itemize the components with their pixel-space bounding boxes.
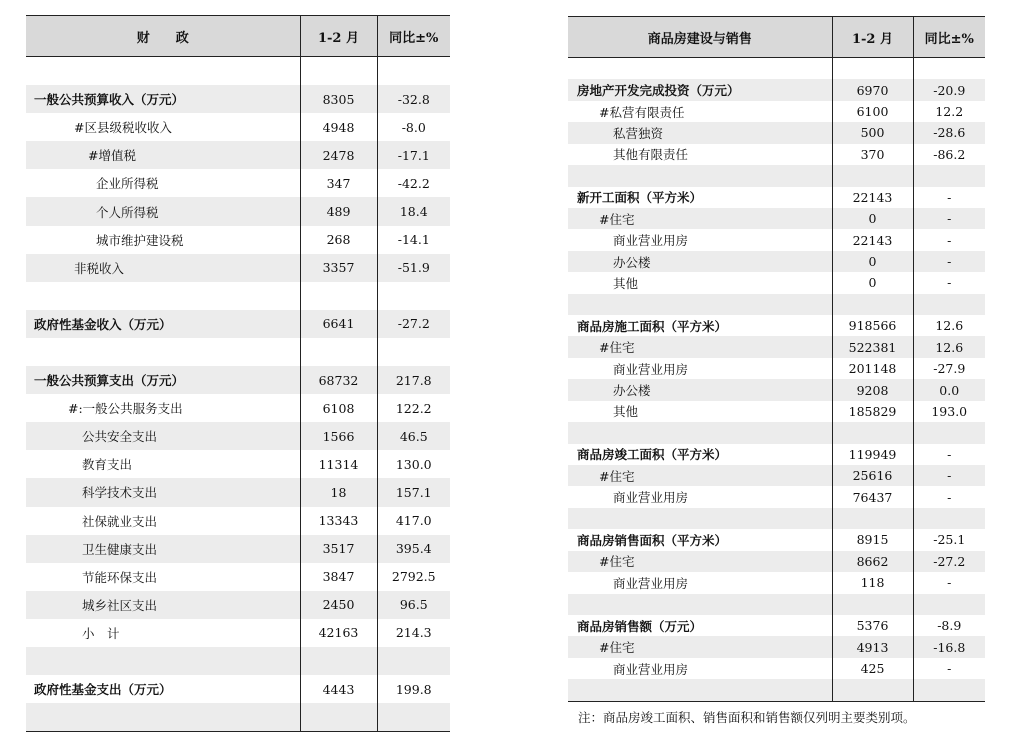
row-value: 18 bbox=[300, 478, 377, 506]
row-label bbox=[568, 594, 832, 615]
row-change: -14.1 bbox=[377, 226, 450, 254]
table-row bbox=[26, 57, 450, 86]
table-row bbox=[568, 358, 985, 379]
row-value: 76437 bbox=[832, 486, 913, 507]
row-value: 0 bbox=[832, 208, 913, 229]
row-value: 8662 bbox=[832, 551, 913, 572]
table-row bbox=[568, 551, 985, 572]
table-row bbox=[568, 401, 985, 422]
row-label: 小 计 bbox=[82, 625, 120, 641]
table-row bbox=[26, 507, 450, 535]
row-value: 370 bbox=[832, 144, 913, 165]
row-value: 8305 bbox=[300, 85, 377, 113]
row-label: 商品房销售面积（平方米） bbox=[577, 532, 728, 548]
row-change bbox=[913, 594, 985, 615]
table-row bbox=[568, 636, 985, 657]
row-label bbox=[568, 422, 832, 443]
row-change: 12.6 bbox=[913, 336, 985, 357]
row-change bbox=[377, 703, 450, 732]
row-value: 9208 bbox=[832, 379, 913, 400]
finance-table-body bbox=[26, 57, 450, 732]
row-label bbox=[26, 703, 300, 732]
row-value: 522381 bbox=[832, 336, 913, 357]
row-label bbox=[568, 294, 832, 315]
row-change: 18.4 bbox=[377, 197, 450, 225]
row-change: -51.9 bbox=[377, 254, 450, 282]
table-row bbox=[26, 310, 450, 338]
table-row bbox=[568, 336, 985, 357]
row-value bbox=[300, 282, 377, 310]
table-row bbox=[568, 444, 985, 465]
table-row bbox=[568, 679, 985, 701]
row-change: 193.0 bbox=[913, 401, 985, 422]
row-value bbox=[300, 57, 377, 86]
row-value bbox=[300, 647, 377, 675]
finance-header-item: 财 政 bbox=[26, 16, 300, 57]
table-row bbox=[568, 122, 985, 143]
row-value: 25616 bbox=[832, 465, 913, 486]
row-value: 185829 bbox=[832, 401, 913, 422]
table-row bbox=[568, 594, 985, 615]
row-value: 22143 bbox=[832, 229, 913, 250]
row-label: 节能环保支出 bbox=[82, 569, 158, 585]
footnote: 注：商品房竣工面积、销售面积和销售额仅列明主要类别项。 bbox=[578, 710, 916, 725]
row-change: - bbox=[913, 229, 985, 250]
table-row bbox=[26, 282, 450, 310]
row-value: 918566 bbox=[832, 315, 913, 336]
row-label: #区县级税收收入 bbox=[74, 120, 172, 136]
row-value: 347 bbox=[300, 169, 377, 197]
table-row bbox=[26, 169, 450, 197]
row-change: 122.2 bbox=[377, 394, 450, 422]
row-value: 3357 bbox=[300, 254, 377, 282]
table-row bbox=[26, 619, 450, 647]
row-change bbox=[913, 58, 985, 80]
row-change: 395.4 bbox=[377, 535, 450, 563]
row-label: 公共安全支出 bbox=[26, 422, 300, 450]
row-value: 4443 bbox=[300, 675, 377, 703]
table-row bbox=[26, 591, 450, 619]
row-change: - bbox=[913, 208, 985, 229]
table-row bbox=[568, 79, 985, 100]
row-label: 其他 bbox=[613, 275, 639, 291]
table-row bbox=[26, 366, 450, 394]
row-label: #增值税 bbox=[26, 141, 300, 169]
table-row bbox=[26, 226, 450, 254]
row-label bbox=[568, 679, 832, 701]
row-value: 42163 bbox=[300, 619, 377, 647]
row-change: 417.0 bbox=[377, 507, 450, 535]
table-row bbox=[568, 294, 985, 315]
table-row bbox=[26, 394, 450, 422]
row-value: 6100 bbox=[832, 101, 913, 122]
row-label bbox=[26, 57, 300, 86]
table-row bbox=[26, 647, 450, 675]
row-change: -86.2 bbox=[913, 144, 985, 165]
row-change: - bbox=[913, 465, 985, 486]
row-change bbox=[377, 647, 450, 675]
row-change bbox=[377, 282, 450, 310]
row-change: -8.0 bbox=[377, 113, 450, 141]
table-row bbox=[568, 615, 985, 636]
row-change: -27.2 bbox=[913, 551, 985, 572]
row-value: 4913 bbox=[832, 636, 913, 657]
row-label: 办公楼 bbox=[568, 379, 832, 400]
row-change: - bbox=[913, 444, 985, 465]
row-change: 217.8 bbox=[377, 366, 450, 394]
row-value bbox=[832, 294, 913, 315]
real-estate-table bbox=[568, 16, 985, 702]
row-change: -27.2 bbox=[377, 310, 450, 338]
row-label: #住宅 bbox=[568, 551, 832, 572]
row-change: -28.6 bbox=[913, 122, 985, 143]
row-label: 科学技术支出 bbox=[26, 478, 300, 506]
table-row bbox=[26, 703, 450, 732]
row-label: 商品房竣工面积（平方米） bbox=[577, 447, 728, 463]
table-row bbox=[568, 144, 985, 165]
row-change: 12.6 bbox=[913, 315, 985, 336]
table-row bbox=[26, 338, 450, 366]
row-value: 0 bbox=[832, 272, 913, 293]
row-label: 房地产开发完成投资（万元） bbox=[568, 79, 832, 100]
row-label: 商品房施工面积（平方米） bbox=[577, 318, 728, 334]
row-change bbox=[913, 422, 985, 443]
row-value: 425 bbox=[832, 658, 913, 679]
row-value bbox=[300, 703, 377, 732]
row-value: 3517 bbox=[300, 535, 377, 563]
row-label: 新开工面积（平方米） bbox=[577, 190, 703, 206]
table-row bbox=[568, 58, 985, 80]
real-estate-header-row bbox=[568, 17, 985, 58]
table-row bbox=[568, 315, 985, 336]
table-row bbox=[568, 529, 985, 550]
row-value bbox=[832, 422, 913, 443]
row-label: 商业营业用房 bbox=[613, 490, 689, 506]
row-label: 其他 bbox=[613, 404, 639, 420]
row-label bbox=[568, 58, 832, 80]
row-change: -42.2 bbox=[377, 169, 450, 197]
table-row bbox=[568, 208, 985, 229]
row-value: 11314 bbox=[300, 450, 377, 478]
finance-header-change: 同比±% bbox=[377, 16, 450, 57]
row-change: -25.1 bbox=[913, 529, 985, 550]
row-label: #住宅 bbox=[568, 465, 832, 486]
table-row bbox=[26, 675, 450, 703]
real-estate-header-item: 商品房建设与销售 bbox=[568, 17, 832, 58]
row-label: #住宅 bbox=[568, 636, 832, 657]
row-change bbox=[913, 508, 985, 529]
row-label: 商业营业用房 bbox=[613, 233, 689, 249]
row-value: 6970 bbox=[832, 79, 913, 100]
row-change bbox=[913, 165, 985, 186]
row-value: 6108 bbox=[300, 394, 377, 422]
row-value: 0 bbox=[832, 251, 913, 272]
table-row bbox=[26, 141, 450, 169]
row-value: 22143 bbox=[832, 187, 913, 208]
row-label: 非税收入 bbox=[26, 254, 300, 282]
table-row bbox=[568, 101, 985, 122]
row-label: 其他有限责任 bbox=[613, 147, 689, 163]
row-label: #住宅 bbox=[568, 208, 832, 229]
row-label: 企业所得税 bbox=[96, 176, 159, 192]
row-change: - bbox=[913, 486, 985, 507]
row-change: - bbox=[913, 658, 985, 679]
row-value: 4948 bbox=[300, 113, 377, 141]
row-value: 2478 bbox=[300, 141, 377, 169]
row-label: #:一般公共服务支出 bbox=[68, 401, 183, 417]
row-label bbox=[26, 282, 300, 310]
row-change: -32.8 bbox=[377, 85, 450, 113]
row-value bbox=[832, 594, 913, 615]
row-change: 96.5 bbox=[377, 591, 450, 619]
row-value: 13343 bbox=[300, 507, 377, 535]
row-label: 私营独资 bbox=[568, 122, 832, 143]
table-row bbox=[568, 379, 985, 400]
row-change bbox=[913, 679, 985, 701]
row-label: 个人所得税 bbox=[26, 197, 300, 225]
table-row bbox=[26, 563, 450, 591]
table-row bbox=[568, 165, 985, 186]
row-label: 商品房销售额（万元） bbox=[577, 618, 703, 634]
table-row bbox=[26, 422, 450, 450]
row-change: -27.9 bbox=[913, 358, 985, 379]
row-value: 8915 bbox=[832, 529, 913, 550]
row-label: 政府性基金支出（万元） bbox=[34, 682, 172, 698]
table-row bbox=[568, 508, 985, 529]
row-change: -20.9 bbox=[913, 79, 985, 100]
row-label: #私营有限责任 bbox=[599, 104, 685, 120]
table-row bbox=[568, 465, 985, 486]
row-label: 城乡社区支出 bbox=[26, 591, 300, 619]
row-value bbox=[300, 338, 377, 366]
finance-header-row bbox=[26, 16, 450, 57]
table-row bbox=[26, 254, 450, 282]
row-change: 46.5 bbox=[377, 422, 450, 450]
table-row bbox=[26, 197, 450, 225]
row-change: 157.1 bbox=[377, 478, 450, 506]
row-value: 68732 bbox=[300, 366, 377, 394]
finance-table bbox=[26, 15, 450, 732]
row-label: 商业营业用房 bbox=[613, 361, 689, 377]
row-value bbox=[832, 58, 913, 80]
row-label: 一般公共预算收入（万元） bbox=[26, 85, 300, 113]
row-value bbox=[832, 679, 913, 701]
row-value: 1566 bbox=[300, 422, 377, 450]
row-change: 199.8 bbox=[377, 675, 450, 703]
row-label bbox=[568, 508, 832, 529]
table-row bbox=[568, 572, 985, 593]
row-label: 政府性基金收入（万元） bbox=[26, 310, 300, 338]
table-row bbox=[26, 478, 450, 506]
table-row bbox=[568, 658, 985, 679]
real-estate-header-change: 同比±% bbox=[913, 17, 985, 58]
table-row bbox=[26, 450, 450, 478]
row-change: -17.1 bbox=[377, 141, 450, 169]
row-change: 0.0 bbox=[913, 379, 985, 400]
row-change bbox=[377, 338, 450, 366]
row-change: - bbox=[913, 187, 985, 208]
row-label: 社保就业支出 bbox=[82, 513, 158, 529]
row-label bbox=[26, 338, 300, 366]
row-value: 5376 bbox=[832, 615, 913, 636]
row-label bbox=[568, 165, 832, 186]
row-change bbox=[913, 294, 985, 315]
row-value: 3847 bbox=[300, 563, 377, 591]
row-label: 城市维护建设税 bbox=[96, 232, 184, 248]
row-change: 12.2 bbox=[913, 101, 985, 122]
row-label bbox=[26, 647, 300, 675]
table-row bbox=[568, 486, 985, 507]
row-value: 119949 bbox=[832, 444, 913, 465]
real-estate-table-body bbox=[568, 58, 985, 702]
row-label: 商业营业用房 bbox=[613, 661, 689, 677]
row-label: 一般公共预算支出（万元） bbox=[26, 366, 300, 394]
row-change bbox=[377, 57, 450, 86]
finance-header-period: 1-2 月 bbox=[300, 16, 377, 57]
row-change: 2792.5 bbox=[377, 563, 450, 591]
table-row bbox=[568, 272, 985, 293]
table-row bbox=[26, 85, 450, 113]
row-value: 118 bbox=[832, 572, 913, 593]
real-estate-header-period: 1-2 月 bbox=[832, 17, 913, 58]
table-row bbox=[568, 422, 985, 443]
row-change: - bbox=[913, 251, 985, 272]
row-change: 130.0 bbox=[377, 450, 450, 478]
row-change: 214.3 bbox=[377, 619, 450, 647]
row-label: 教育支出 bbox=[82, 457, 133, 473]
table-row bbox=[568, 187, 985, 208]
row-label: 办公楼 bbox=[568, 251, 832, 272]
row-change: -8.9 bbox=[913, 615, 985, 636]
row-value: 201148 bbox=[832, 358, 913, 379]
row-label: 卫生健康支出 bbox=[26, 535, 300, 563]
row-value: 268 bbox=[300, 226, 377, 254]
row-value: 2450 bbox=[300, 591, 377, 619]
row-change: - bbox=[913, 572, 985, 593]
row-label: #住宅 bbox=[568, 336, 832, 357]
table-row bbox=[26, 113, 450, 141]
row-change: -16.8 bbox=[913, 636, 985, 657]
table-row bbox=[568, 229, 985, 250]
row-value: 6641 bbox=[300, 310, 377, 338]
row-value bbox=[832, 508, 913, 529]
table-row bbox=[26, 535, 450, 563]
table-row bbox=[568, 251, 985, 272]
row-value: 500 bbox=[832, 122, 913, 143]
row-value bbox=[832, 165, 913, 186]
row-change: - bbox=[913, 272, 985, 293]
row-value: 489 bbox=[300, 197, 377, 225]
row-label: 商业营业用房 bbox=[613, 575, 689, 591]
